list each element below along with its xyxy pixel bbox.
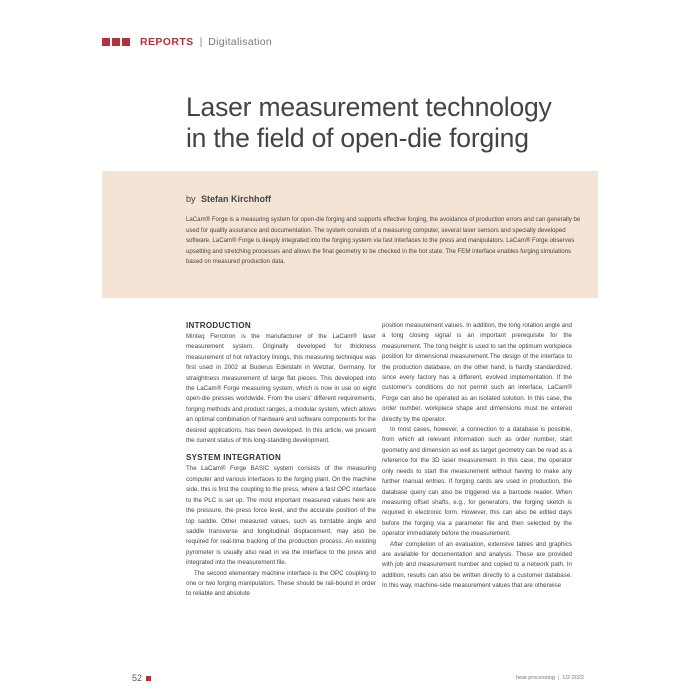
section-header (102, 35, 272, 49)
marker-square (122, 38, 130, 46)
paragraph-right-3: After completion of an evaluation, extensive tables and graphics are available for documentation and analysis. These are provided with job and measurement number and copied to a network path. In addition, results can also be written directly to a customer database. In this way, machine-side measurement values that are otherwise (382, 540, 572, 590)
title-line-1: Laser measurement technology (186, 92, 552, 122)
byline-prefix: by (186, 194, 196, 204)
journal-footer (516, 675, 584, 681)
marker-square (102, 38, 110, 46)
heading-system-integration: SYSTEM INTEGRATION (186, 453, 282, 463)
paragraph-introduction: Minteq Ferrotron is the manufacturer of the LaCam® laser measurement system. Originally developed for thickness measurement of hot refractory linings, this measuring technique was first used in 2002 at Buderus Edelstahl in Wetzlar, Germany, for straightness measurement of large flat pieces. This developed into the LaCam® Forge measuring system, which is now in use on eight open-die presses worldwide. From the users' different requirements, forging methods and product ranges, a modular system, which allows an optimal combination of hardware and software components for the desired applications, has been developed. In this article, we present the current status of this long-standing development. (186, 333, 376, 445)
abstract-text: LaCam® Forge is a measuring system for open-die forging and supports effective forging, the avoidance of production errors and can generally be used for quality assurance and documentation. The system consists of a measuring computer, several laser sensors and specially developed software. LaCam® Forge is deeply integrated into the forging system via fast interfaces to the press and manipulators. LaCam® Forge observes upsetting and stretching processes and allows the final geometry to be checked in the hot state. The FEM interface enables forging simulations based on measured production data. (186, 216, 581, 266)
body-column-right (382, 321, 572, 592)
paragraph-right-2: In most cases, however, a connection to a database is possible, from which all relevant information such as order number, start geometry and dimension as well as target geometry can be read as a reference for the 3D laser measurement. In this case, the operator only needs to start the measurement without having to make any further manual entries. If forging cards are used in production, the database query can also be triggered via a barcode reader. When measuring offset shafts, e.g., for generators, the forging sketch is required in electronic form. However, this can also be edited days before the forging via a parameter file and then selected by the operator immediately before the measurement. (382, 426, 572, 538)
article-title (186, 92, 606, 154)
footer-marker-square (146, 676, 151, 681)
paragraph-system-2: The second elementary machine interface is the OPC coupling to one or two forging manipulators. These should be rail-bound in order to reliable and absolute (186, 569, 376, 598)
title-line-2: in the field of open-die forging (186, 123, 529, 153)
header-separator: | (199, 36, 203, 48)
section-topic: Digitalisation (208, 36, 273, 48)
author-name: Stefan Kirchhoff (201, 194, 272, 204)
paragraph-system-1: The LaCam® Forge BASIC system consists of the measuring computer and various interfaces to the forging plant. On the machine side, this is first the coupling to the press, where a fast OPC interface to the PLC is set up. The most important measured values here are the pressure, the press force level, and the accurate position of the top saddle. Other measured values, such as turntable angle and saddle transverse and longitudinal displacement, may also be required for real-time tracking of the production process. An existing pyrometer is usually also read in via the interface to the press and integrated into the measurement file. (186, 465, 376, 567)
footer-separator: | (557, 675, 560, 681)
journal-issue: 1/2-2022 (562, 675, 584, 681)
page-number-footer (132, 673, 151, 683)
body-column-left (186, 321, 376, 600)
section-marker-squares (102, 38, 130, 46)
journal-name: heat processing (516, 675, 555, 681)
abstract-box (102, 171, 598, 298)
paragraph-right-1: position measurement values. In addition, the tong rotation angle and a tong closing signal is an important prerequisite for the measurement. The tong height is used to set the optimum workpiece position for dimensional measurement.The design of the interface to the production database, on the other hand, is hardly standardized, since every factory has a different, evolved implementation. If the customer's conditions do not permit such an interface, LaCam® Forge can also be operated as an isolated solution. In this case, the order number, workpiece shape and dimensions must be entered directly by the operator. (382, 322, 572, 423)
byline (186, 194, 271, 204)
heading-introduction: INTRODUCTION (186, 321, 251, 330)
section-label: REPORTS (140, 36, 194, 48)
page-number: 52 (132, 673, 143, 683)
marker-square (112, 38, 120, 46)
